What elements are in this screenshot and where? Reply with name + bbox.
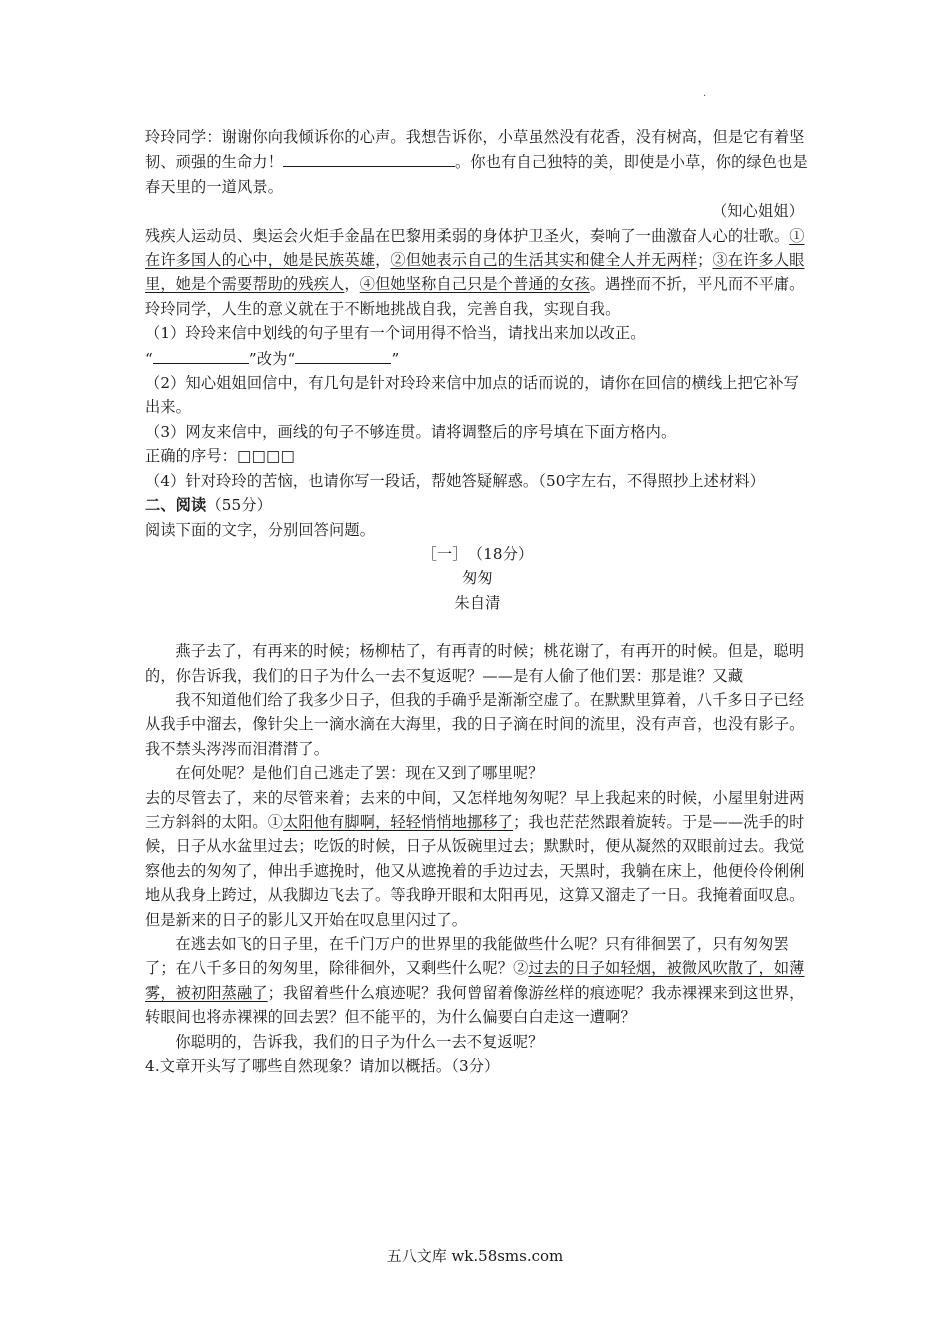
section-2-title: 二、阅读 [145, 496, 207, 515]
reply-paragraph [145, 125, 810, 199]
quote-open: “ [145, 349, 153, 368]
separator: ， [344, 275, 360, 294]
passage-paragraph-6: 你聪明的，告诉我，我们的日子为什么一去不复返呢？ [175, 1032, 544, 1051]
question-4-composition: （4）针对玲玲的苦恼，也请你写一段话，帮她答疑解惑。（50字左右，不得照抄上述材料） [145, 471, 766, 490]
underlined-sentence-passage-2: 过去的日子如轻烟，被微风吹散了，如薄雾，被初阳蒸融了 [145, 959, 805, 1002]
section-2-heading [145, 493, 810, 517]
underlined-sentence-2: ②但她表示自己的生活其实和健全人并无两样 [390, 251, 698, 270]
passage-paragraph-4 [145, 786, 810, 932]
passage-paragraph-5 [145, 932, 810, 1030]
netizen-text-b: 。遇挫而不折，平凡而不平庸。玲玲同学，人生的意义就在于不断地挑战自我，完善自我，实现自我。 [145, 275, 805, 318]
quote-mid: ”改为“ [248, 349, 296, 368]
spacer [145, 615, 810, 639]
question-1: （1）玲玲来信中划线的句子里有一个词用得不恰当，请找出来加以改正。 [145, 324, 646, 343]
separator: ， [375, 251, 391, 270]
underlined-sentence-1: ①在许多国人的心中，她是民族英雄 [145, 226, 805, 270]
passage-title: 匆匆 [462, 569, 493, 588]
q1-blank-correct-word[interactable] [295, 346, 391, 364]
underlined-sentence-passage-1: 太阳他有脚啊，轻轻悄悄地挪移了 [283, 812, 514, 831]
document-body [145, 125, 810, 1078]
reply-text-b: 。你也有自己独特的美，即使是小草，你的绿色也是春天里的一道风景。 [145, 153, 808, 196]
quote-close: ” [391, 349, 400, 368]
q1-blank-wrong-word[interactable] [153, 346, 249, 364]
separator: ； [697, 251, 713, 270]
reply-signature: （知心姐姐） [711, 202, 804, 221]
p4-text-b: ；我也茫茫然跟着旋转。于是——洗手的时候，日子从水盆里过去；吃饭的时候，日子从饭碗里过去；默默时，便从凝然的双眼前过去。我觉察他去的匆匆了，伸出手遮挽时，他又从遮挽着的手边过去，天黑时，我躺在床上，他便伶伶俐俐地从我身上跨过，从我脚边飞去了。等我睁开眼和太阳再见，这算又溜走了一日。我掩着面叹息。但是新来的日子的影儿又开始在叹息里闪过了。 [145, 812, 805, 929]
footer-watermark: 五八文库 wk.58sms.com [386, 1247, 564, 1265]
passage-part-label: ［一］ （18分） [421, 544, 534, 563]
netizen-text-a: 残疾人运动员、奥运会火炬手金晶在巴黎用柔弱的身体护卫圣火，奏响了一曲激奋人心的壮歌。 [145, 226, 790, 245]
question-1-answer-line [145, 346, 810, 371]
p4-text-a: 去的尽管去了，来的尽管来着；去来的中间，又怎样地匆匆呢？早上我起来的时候，小屋里射进两三方斜斜的太阳。① [145, 788, 805, 831]
passage-paragraph-2: 我不知道他们给了我多少日子，但我的手确乎是渐渐空虚了。在默默里算着，八千多日子已经从我手中溜去，像针尖上一滴水滴在大海里，我的日子滴在时间的流里，没有声音，也没有影子。我不禁头涔涔而泪潸潸了。 [145, 690, 805, 758]
underlined-sentence-4: ④但她坚称自己只是个普通的女孩 [359, 275, 590, 294]
section-2-score: （55分） [206, 496, 272, 515]
reply-text-a: 玲玲同学：谢谢你向我倾诉你的心声。我想告诉你，小草虽然没有花香，没有树高，但是它有着坚韧、顽强的生命力！ [145, 128, 805, 172]
question-3-answer: 正确的序号：□□□□ [145, 447, 296, 466]
question-2: （2）知心姐姐回信中，有几句是针对玲玲来信中加点的话而说的，请你在回信的横线上把它补写出来。 [145, 374, 799, 417]
p5-text-a: 在逃去如飞的日子里，在千门万户的世界里的我能做些什么呢？只有徘徊罢了，只有匆匆罢了；在八千多日的匆匆里，除徘徊外，又剩些什么呢？② [145, 935, 789, 978]
passage-paragraph-1: 燕子去了，有再来的时候；杨柳枯了，有再青的时候；桃花谢了，有再开的时候。但是，聪明的，你告诉我，我们的日子为什么一去不复返呢？——是有人偷了他们罢：那是谁？又藏 [145, 642, 805, 685]
question-4-nature: 4.文章开头写了哪些自然现象？请加以概括。（3分） [145, 1057, 500, 1076]
header-dot: . [703, 88, 707, 99]
passage-author: 朱自清 [454, 593, 501, 612]
question-3: （3）网友来信中，画线的句子不够连贯。请将调整后的序号填在下面方格内。 [145, 422, 677, 441]
p5-text-b: ；我留着些什么痕迹呢？我何曾留着像游丝样的痕迹呢？我赤裸裸来到这世界，转眼间也将赤裸裸的回去罢？但不能平的，为什么偏要白白走这一遭啊？ [145, 983, 805, 1027]
section-2-instruction: 阅读下面的文字，分别回答问题。 [145, 520, 376, 539]
netizen-paragraph [145, 224, 810, 322]
reply-fill-blank[interactable] [283, 149, 455, 167]
underlined-sentence-3: ③在许多人眼里，她是个需要帮助的残疾人 [145, 251, 805, 294]
passage-paragraph-3: 在何处呢？是他们自己逃走了罢：现在又到了哪里呢？ [175, 764, 544, 783]
